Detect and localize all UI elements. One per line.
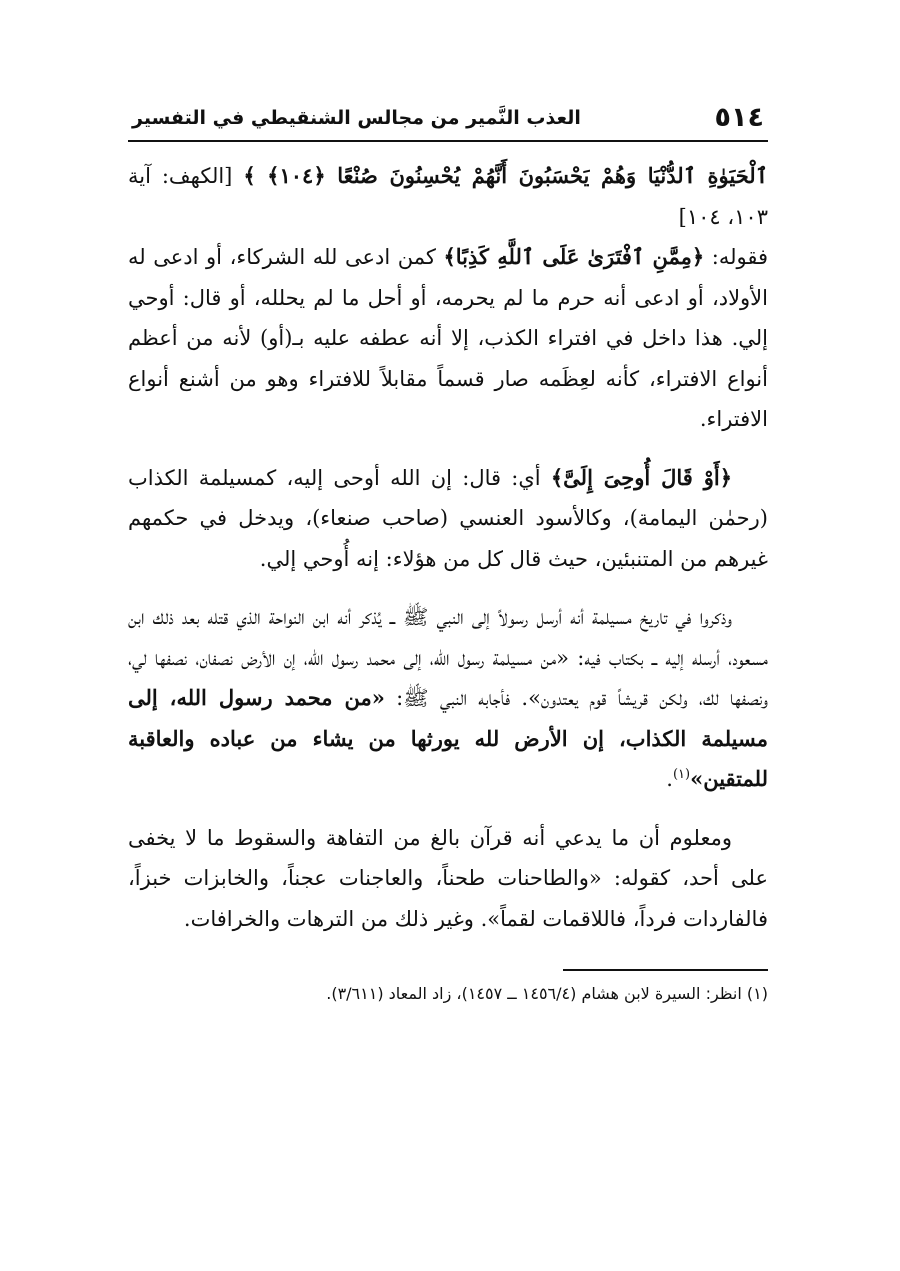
paragraph-1-text: كمن ادعى لله الشركاء، أو ادعى له الأولاد، أو ادعى أنه حرم ما لم يحرمه، أو أحل ما لم يحلله، أو قال: أوحي إلي. هذا داخل في افتراء الكذب، إلا أنه عطفه عليه بـ(أو) لأنه من أعظم أنواع الافتراء، كأنه لعِظَمه صار قسماً مقابلاً للافتراء وهو من أشنع أنواع الافتراء. [128, 245, 768, 431]
paragraph-1 [128, 237, 768, 440]
header-rule [128, 140, 768, 142]
quran-verse: ٱلْحَيَوٰةِ ٱلدُّنْيَا وَهُمْ يَحْسَبُونَ أَنَّهُمْ يُحْسِنُونَ صُنْعًا ﴿١٠٤﴾ ﴾ [243, 163, 768, 188]
paragraph-3 [128, 597, 768, 800]
prophet-letter-quote: «من محمد رسول الله، إلى مسيلمة الكذاب، إن الأرض لله يورثها من يشاء من عباده والعاقبة للمتقين» [128, 685, 768, 791]
paragraph-3-end: . [666, 767, 673, 791]
quran-quote: ﴿مِمَّنِ ٱفْتَرَىٰ عَلَى ٱللَّهِ كَذِبًا﴾ [443, 244, 705, 269]
page-number: ٥١٤ [714, 102, 764, 133]
footnote-rule [563, 969, 768, 971]
quran-quote: ﴿أَوْ قَالَ أُوحِىَ إِلَىَّ﴾ [550, 464, 732, 490]
paragraph-2-text: أي: قال: إن الله أوحى إليه، كمسيلمة الكذاب (رحمٰن اليمامة)، وكالأسود العنسي (صاحب صنعاء)، ويدخل في حكمهم غيرهم من المتنبئين، حيث قال كل من هؤلاء: إنه أُوحي إلي. [128, 465, 768, 571]
page-body [128, 156, 768, 939]
paragraph-4 [128, 818, 768, 940]
continued-verse-line [128, 156, 768, 237]
paragraph-3-text: وذكروا في تاريخ مسيلمة أنه أرسل رسولاً إلى النبي ﷺ ــ يُذكر أنه ابن النواحة الذي قتله بعد ذلك ابن مسعود، أرسله إليه ــ بكتاب فيه: «من مسيلمة رسول الله، إلى محمد رسول الله، إن الأرض نصفان، نصفها لي، ونصفها لك، ولكن قريشاً قوم يعتدون». فأجابه النبي ﷺ: [128, 605, 768, 710]
book-page [128, 96, 768, 1007]
paragraph-4-text: ومعلوم أن ما يدعي أنه قرآن بالغ من التفاهة والسقوط ما لا يخفى على أحد، كقوله: «والطاحنات طحناً، والعاجنات عجناً، والخابزات خبزاً، فالفاردات فرداً، فاللاقمات لقماً». وغير ذلك من الترهات والخرافات. [128, 825, 768, 931]
footnote: (١) انظر: السيرة لابن هشام (١٤٥٦/٤ ــ ١٤٥٧)، زاد المعاد (٣/٦١١). [326, 984, 768, 1003]
verse-reference: [الكهف: آية ١٠٣، ١٠٤] [128, 164, 768, 229]
page-header [128, 96, 768, 136]
running-title: العذب النَّمير من مجالس الشنقيطي في التفسير [132, 107, 581, 129]
footnote-marker: (١) [672, 767, 691, 782]
paragraph-2 [128, 458, 768, 580]
paragraph-1-intro: فقوله: [704, 245, 768, 269]
